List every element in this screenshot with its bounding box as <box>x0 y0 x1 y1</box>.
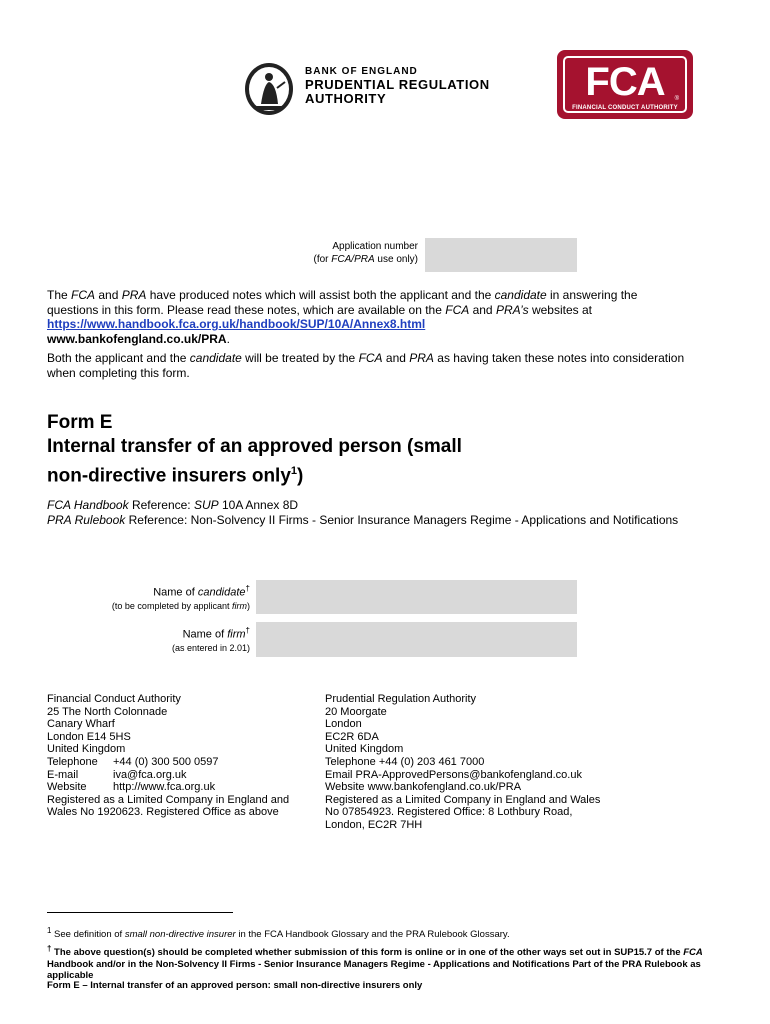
intro-paragraph-1: The FCA and PRA have produced notes which will assist both the applicant and the candidate in answering the questions in this form. Please read these notes, which are available on the FCA and PRA’s websites at https://www.handbook.fca.org.uk/handbook/SUP/10A/Annex8.html www.bankofengland.co.uk/PRA. <box>47 288 638 346</box>
boe-line-3: AUTHORITY <box>305 91 387 107</box>
candidate-name-label: Name of candidate† (to be completed by applicant firm) <box>111 584 250 611</box>
fca-registered-mark: ® <box>674 96 679 102</box>
intro-paragraph-2: Both the applicant and the candidate will be treated by the FCA and PRA as having taken these notes into consideration when completing this form. <box>47 351 685 380</box>
references <box>47 498 687 527</box>
pra-website[interactable]: Website www.bankofengland.co.uk/PRA <box>325 781 522 794</box>
fca-website[interactable]: http://www.fca.org.uk <box>113 781 216 794</box>
fca-handbook-link[interactable]: https://www.handbook.fca.org.uk/handbook/SUP/10A/Annex8.html <box>47 317 426 331</box>
bank-of-england-seal-icon <box>244 62 294 116</box>
fca-reference: FCA Handbook Reference: SUP 10A Annex 8D <box>47 498 299 512</box>
candidate-name-field[interactable] <box>256 580 577 614</box>
boe-line-2: PRUDENTIAL REGULATION <box>305 76 490 92</box>
pra-address: Prudential Regulation Authority 20 Moorgate London EC2R 6DA United Kingdom Telephone +44 (0) 203 461 7000 Email PRA-ApprovedPersons@bankofengland.co.uk Website www.bankofengland.co.uk/PRA Registered as a Limited Company in England and Wales No 07854923. Registered Office: 8 Lothbury Road, London, EC2R 7HH <box>325 693 625 832</box>
footnote-1: $^1$ See definition of small non-directive insurer in the FCA Handbook Glossary and the PRA Rulebook Glossary. <box>47 926 510 941</box>
footnote-2: † The above question(s) should be completed whether submission of this form is online or in one of the other ways set out in SUP15.7 of the FCA Handbook and/or in the Non-Solvency II Firms - Senior Insurance Managers Regime - Applications and Notifications Part of the PRA Rulebook as applicable <box>47 944 703 982</box>
boe-line-1: BANK OF ENGLAND <box>305 66 418 77</box>
fca-logo-subtitle: FINANCIAL CONDUCT AUTHORITY <box>572 105 678 111</box>
pra-reference: PRA Rulebook Reference: Non-Solvency II Firms - Senior Insurance Managers Regime - Applications and Notifications <box>47 512 679 527</box>
fca-logo-text: FCA <box>585 60 665 104</box>
fca-logo <box>557 50 693 119</box>
form-title <box>47 411 687 488</box>
fca-address: Financial Conduct Authority 25 The North Colonnade Canary Wharf London E14 5HS United Kingdom Telephone +44 (0) 300 500 0597 E-mail iva@fca.org.uk Website http://www.fca.org.uk Registered as a Limited Company in England and Wales No 1920623. Registered Office as above <box>47 693 290 819</box>
fca-email[interactable]: iva@fca.org.uk <box>113 768 187 781</box>
firm-name-field[interactable] <box>256 622 577 657</box>
firm-name-label: Name of firm† (as entered in 2.01) <box>171 626 250 653</box>
application-number-label: Application number (for FCA/PRA use only) <box>313 241 418 265</box>
pra-email[interactable]: Email PRA-ApprovedPersons@bankofengland.co.uk <box>325 768 582 781</box>
pra-website-link[interactable]: www.bankofengland.co.uk/PRA <box>47 331 227 346</box>
form-title-line-2: Internal transfer of an approved person (small <box>47 436 462 457</box>
application-number-field[interactable] <box>425 238 577 272</box>
boe-logo-text <box>305 66 490 107</box>
form-title-line-1: Form E <box>47 412 113 433</box>
page-footer: Form E – Internal transfer of an approved person: small non-directive insurers only <box>47 980 423 991</box>
form-title-line-3: non-directive insurers only$^1$) <box>47 465 304 487</box>
footnote-divider <box>47 912 233 913</box>
